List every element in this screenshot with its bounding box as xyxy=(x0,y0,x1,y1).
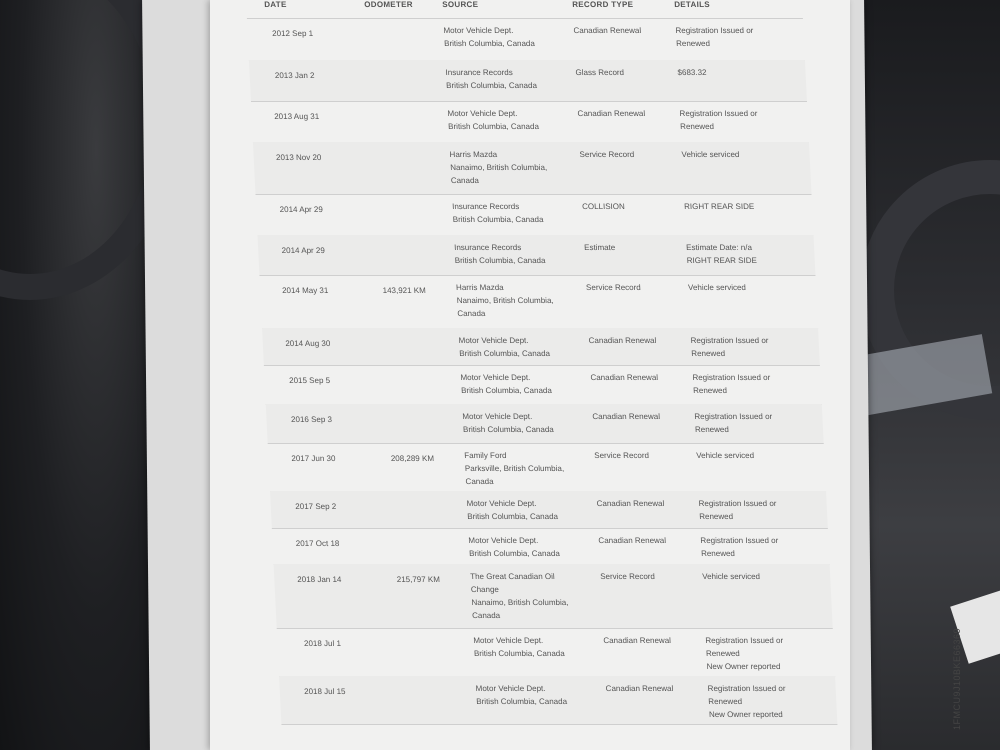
row-record-type: Canadian Renewal xyxy=(590,373,659,382)
row-date: 2013 Nov 20 xyxy=(275,153,322,162)
row-date: 2012 Sep 1 xyxy=(271,29,314,38)
row-record-type: Canadian Renewal xyxy=(605,684,674,693)
row-odometer: 143,921 KM xyxy=(382,286,426,295)
row-details: Registration Issued or Renewed xyxy=(694,412,773,434)
row-record-type: Service Record xyxy=(594,451,650,460)
row-record-type: Glass Record xyxy=(575,68,625,77)
row-date: 2014 Apr 29 xyxy=(279,205,324,214)
row-date: 2014 Aug 30 xyxy=(285,339,331,348)
row-record-type: Canadian Renewal xyxy=(603,636,672,645)
row-source: Insurance Records British Columbia, Canada xyxy=(451,202,544,224)
row-source: Motor Vehicle Dept. British Columbia, Canada xyxy=(447,109,540,131)
row-record-type: Canadian Renewal xyxy=(598,536,667,545)
table-row xyxy=(251,101,809,143)
row-details: Estimate Date: n/a RIGHT REAR SIDE xyxy=(685,243,758,265)
table-row xyxy=(259,275,818,329)
row-source: Motor Vehicle Dept. British Columbia, Canada xyxy=(473,636,565,658)
row-record-type: Canadian Renewal xyxy=(596,499,665,508)
table-row xyxy=(279,676,837,725)
row-date: 2017 Oct 18 xyxy=(295,539,340,548)
header-date: DATE xyxy=(264,0,287,9)
row-details: Vehicle serviced xyxy=(696,451,755,460)
table-row xyxy=(274,564,833,629)
row-details: Registration Issued or Renewed xyxy=(692,373,771,395)
row-record-type: Service Record xyxy=(585,283,641,292)
table-row xyxy=(277,628,835,677)
row-source: Insurance Records British Columbia, Canada xyxy=(445,68,538,90)
row-date: 2017 Sep 2 xyxy=(295,502,337,511)
row-source: Motor Vehicle Dept. British Columbia, Canada xyxy=(462,412,554,434)
row-source: Harris Mazda Nanaimo, British Columbia, Canada xyxy=(449,150,548,185)
row-record-type: Canadian Renewal xyxy=(573,26,642,35)
row-date: 2014 Apr 29 xyxy=(281,246,326,255)
row-record-type: Service Record xyxy=(579,150,635,159)
row-details: Registration Issued or Renewed New Owner reported xyxy=(705,636,784,671)
row-record-type: Canadian Renewal xyxy=(592,412,661,421)
row-details: Vehicle serviced xyxy=(687,283,747,292)
row-details: RIGHT REAR SIDE xyxy=(683,202,755,211)
table-row xyxy=(249,60,807,102)
vin-side-text: 1FMCU9J10BKE66369 xyxy=(952,627,962,730)
row-record-type: Canadian Renewal xyxy=(588,336,657,345)
row-source: Motor Vehicle Dept. British Columbia, Canada xyxy=(458,336,551,358)
table-header xyxy=(246,0,803,19)
row-source: Motor Vehicle Dept. British Columbia, Canada xyxy=(443,26,536,48)
table-row xyxy=(255,194,813,236)
row-odometer: 215,797 KM xyxy=(396,575,441,584)
table-row xyxy=(272,528,830,565)
row-date: 2018 Jul 15 xyxy=(303,687,346,696)
row-source: Insurance Records British Columbia, Canada xyxy=(453,243,546,265)
row-date: 2013 Aug 31 xyxy=(274,112,320,121)
row-date: 2018 Jan 14 xyxy=(297,575,342,584)
header-odometer: ODOMETER xyxy=(364,0,414,9)
row-details: Registration Issued or Renewed xyxy=(679,109,758,131)
table-row xyxy=(264,365,822,405)
table-row xyxy=(257,235,815,276)
row-date: 2014 May 31 xyxy=(281,286,329,295)
table-row xyxy=(262,328,820,366)
row-date: 2015 Sep 5 xyxy=(288,376,331,385)
row-source: Motor Vehicle Dept. British Columbia, Canada xyxy=(460,373,553,395)
row-record-type: COLLISION xyxy=(581,202,626,211)
row-source: Harris Mazda Nanaimo, British Columbia, Canada xyxy=(455,283,554,318)
table-row xyxy=(253,142,812,195)
table-row xyxy=(268,443,826,492)
row-odometer: 208,289 KM xyxy=(390,454,435,463)
table-row xyxy=(266,404,824,444)
row-source: Family Ford Parksville, British Columbia, Canada xyxy=(464,451,565,486)
row-details: $683.32 xyxy=(677,68,707,77)
row-details: Vehicle serviced xyxy=(701,572,761,581)
row-date: 2018 Jul 1 xyxy=(303,639,342,648)
row-source: The Great Canadian Oil Change Nanaimo, British Columbia, Canada xyxy=(469,572,569,620)
row-details: Registration Issued or Renewed xyxy=(698,499,777,521)
row-details: Registration Issued or Renewed New Owner reported xyxy=(707,684,786,719)
row-record-type: Estimate xyxy=(583,243,616,252)
header-details: DETAILS xyxy=(674,0,711,9)
row-date: 2017 Jun 30 xyxy=(291,454,336,463)
header-source: SOURCE xyxy=(442,0,479,9)
row-record-type: Service Record xyxy=(599,572,656,581)
row-source: Motor Vehicle Dept. British Columbia, Canada xyxy=(475,684,568,706)
row-record-type: Canadian Renewal xyxy=(577,109,646,118)
header-record-type: RECORD TYPE xyxy=(572,0,634,9)
row-details: Registration Issued or Renewed xyxy=(675,26,754,48)
row-source: Motor Vehicle Dept. British Columbia, Canada xyxy=(468,536,561,558)
row-details: Registration Issued or Renewed xyxy=(700,536,779,558)
row-details: Registration Issued or Renewed xyxy=(690,336,769,358)
row-date: 2013 Jan 2 xyxy=(274,71,315,80)
vehicle-history-table xyxy=(246,0,839,750)
row-source: Motor Vehicle Dept. British Columbia, Canada xyxy=(466,499,559,521)
row-details: Vehicle serviced xyxy=(681,150,740,159)
table-row xyxy=(270,491,828,529)
row-date: 2016 Sep 3 xyxy=(290,415,333,424)
table-row xyxy=(247,18,805,61)
